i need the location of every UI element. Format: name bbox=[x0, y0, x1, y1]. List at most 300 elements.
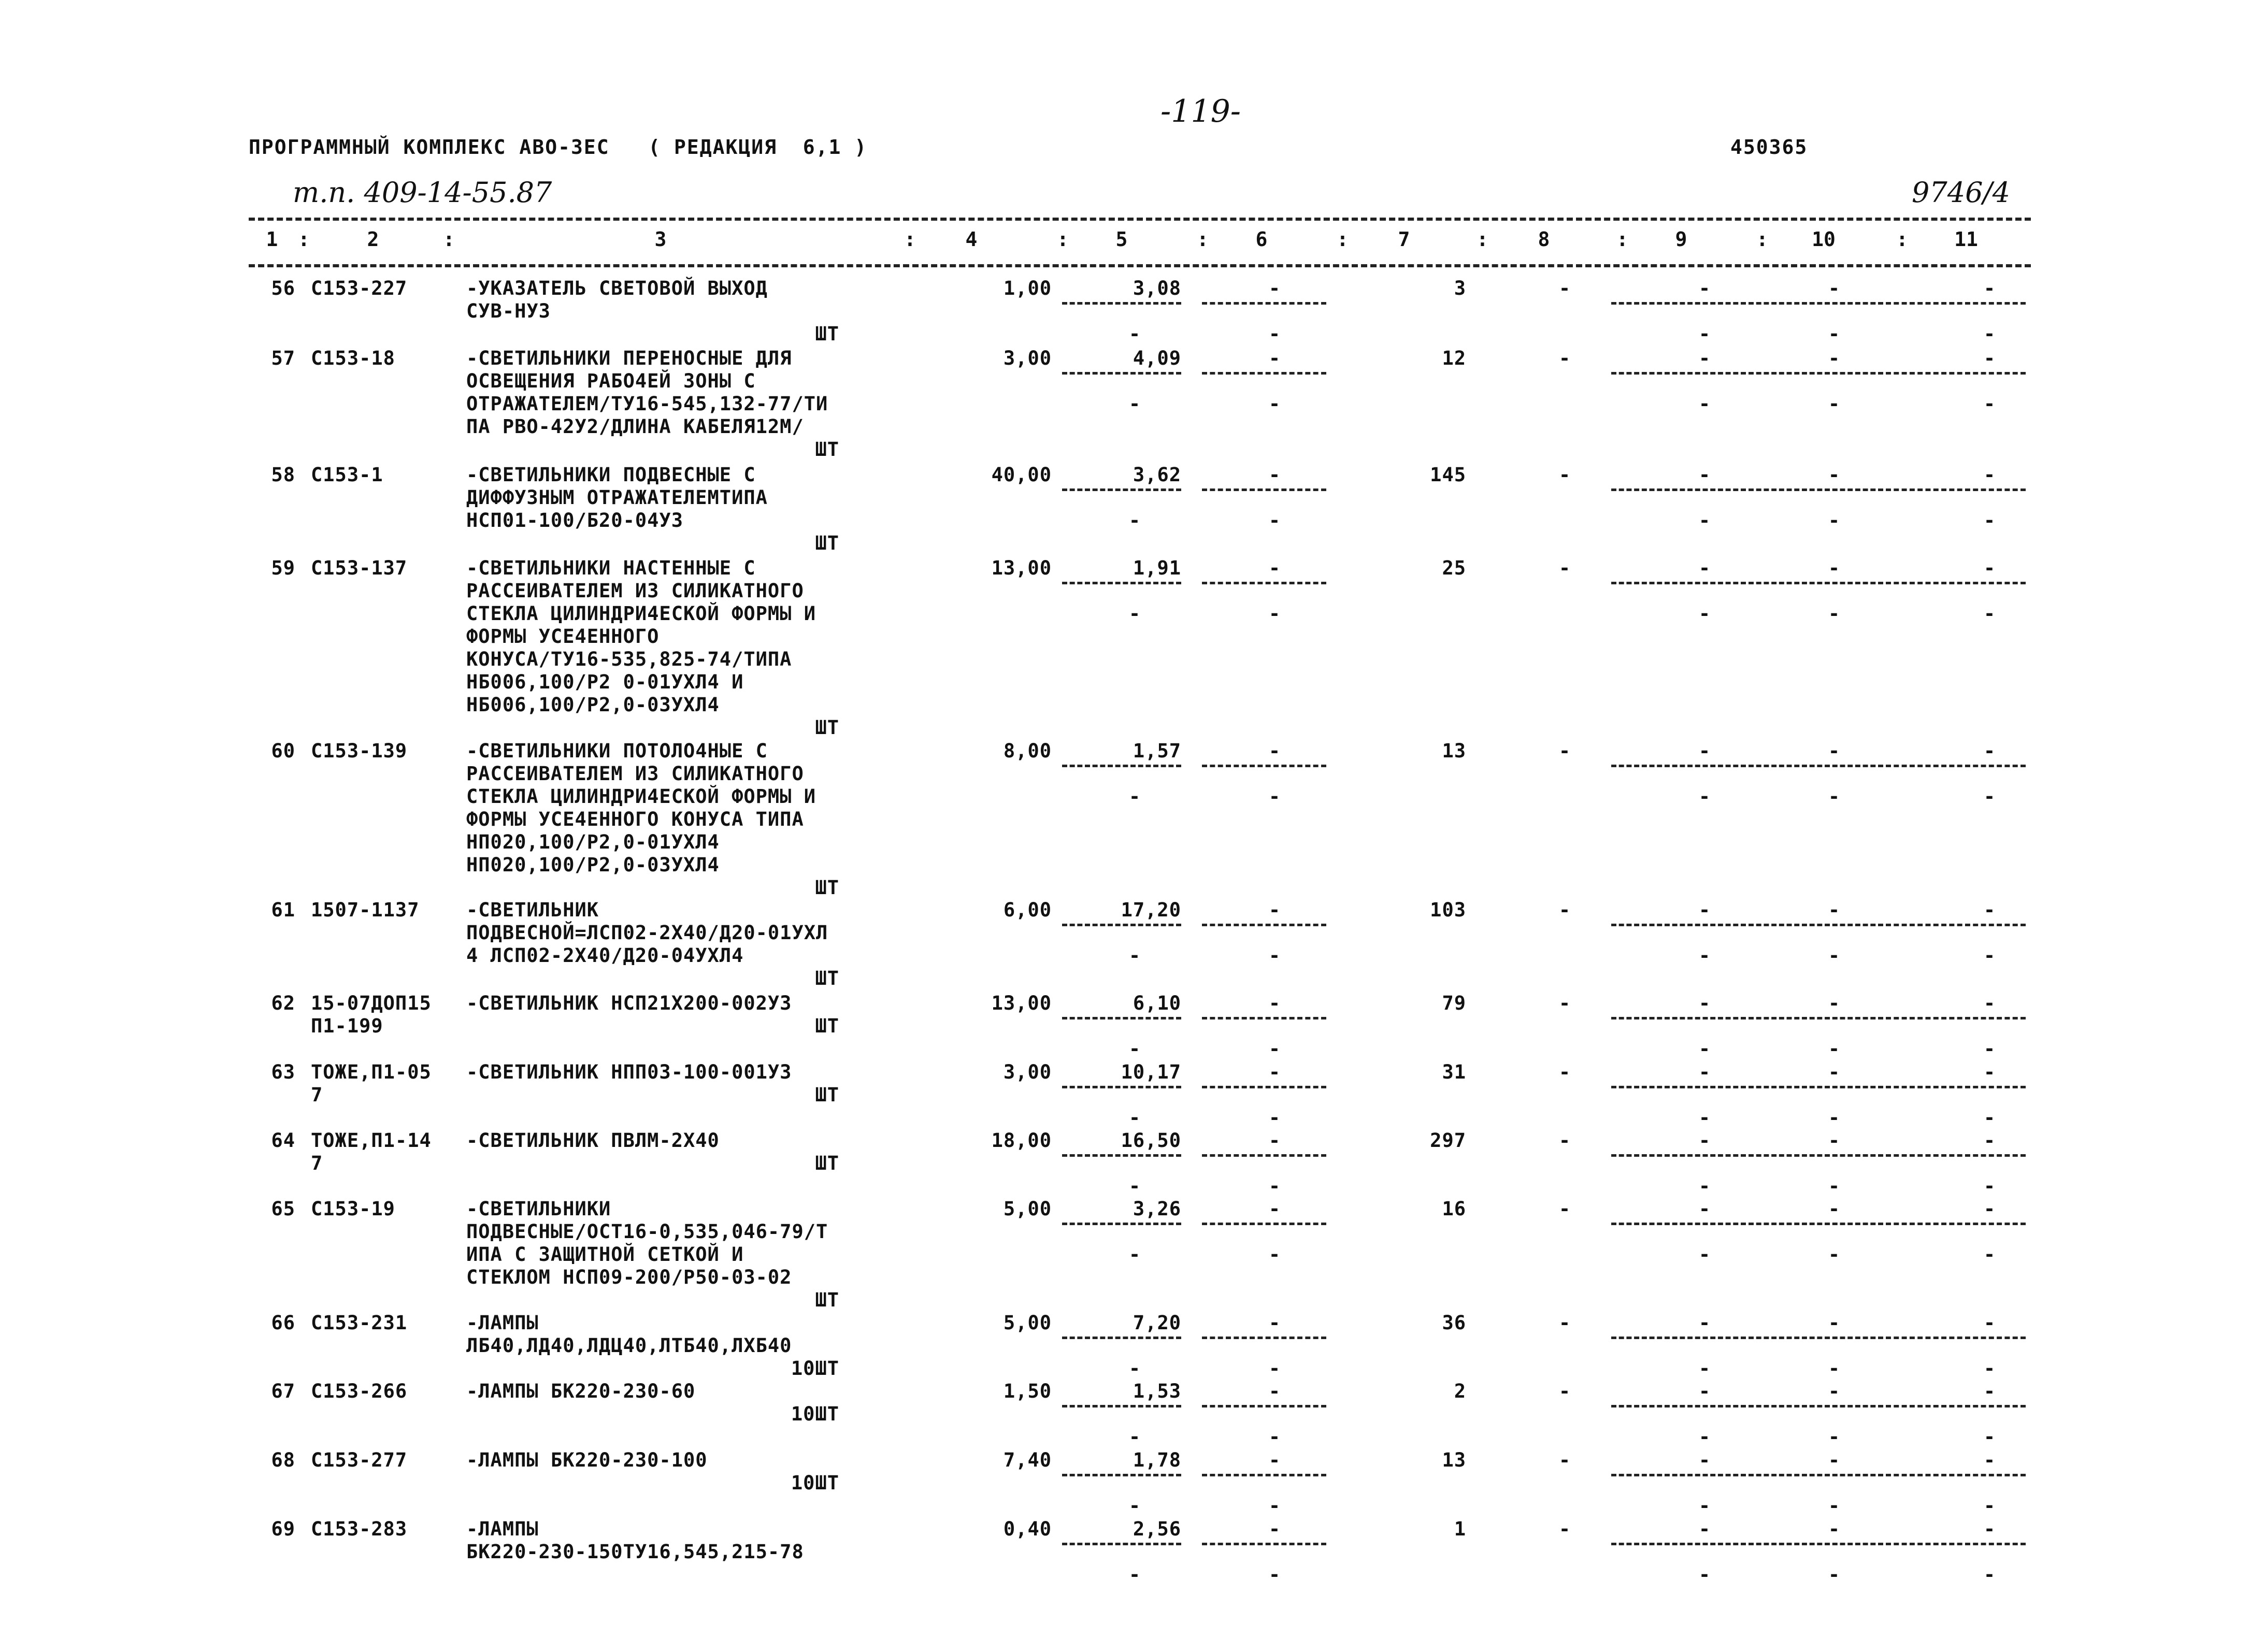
empty-value-dash: - bbox=[1983, 1175, 1996, 1197]
total-cost: 36 bbox=[1442, 1312, 1466, 1334]
column-number: 2 bbox=[367, 228, 379, 251]
subtotal-underline bbox=[1749, 302, 1883, 305]
empty-value-dash: - bbox=[1983, 785, 1996, 808]
subtotal-underline bbox=[1202, 924, 1326, 926]
empty-value-dash: - bbox=[1268, 1563, 1281, 1586]
empty-value-dash: - bbox=[1268, 1038, 1281, 1060]
item-name: -СВЕТИЛЬНИК НПП03-100-001У3 bbox=[466, 1061, 792, 1083]
subtotal-underline bbox=[1886, 1405, 2026, 1407]
empty-value-dash: - bbox=[1558, 1129, 1571, 1152]
unit-price: 17,20 bbox=[1121, 899, 1181, 921]
empty-value-dash: - bbox=[1268, 557, 1281, 579]
subtotal-underline bbox=[1611, 1223, 1746, 1225]
empty-value-dash: - bbox=[1983, 323, 1996, 345]
price-code: С153-266 bbox=[311, 1380, 408, 1402]
unit: ШТ bbox=[815, 532, 839, 554]
subtotal-underline bbox=[1062, 372, 1181, 375]
subtotal-underline bbox=[1202, 582, 1326, 584]
empty-value-dash: - bbox=[1268, 1198, 1281, 1220]
empty-value-dash: - bbox=[1983, 1061, 1996, 1083]
quantity: 13,00 bbox=[991, 557, 1052, 579]
empty-value-dash: - bbox=[1828, 1107, 1840, 1129]
unit-price: 10,17 bbox=[1121, 1061, 1181, 1083]
quantity: 1,50 bbox=[1003, 1380, 1052, 1402]
empty-value-dash: - bbox=[1698, 1380, 1711, 1402]
empty-value-dash: - bbox=[1268, 509, 1281, 531]
unit-price: 7,20 bbox=[1133, 1312, 1181, 1334]
subtotal-underline bbox=[1062, 765, 1181, 767]
empty-value-dash: - bbox=[1828, 347, 1840, 369]
unit: ШТ bbox=[815, 323, 839, 345]
subtotal-underline bbox=[1749, 1474, 1883, 1476]
empty-value-dash: - bbox=[1698, 393, 1711, 415]
empty-value-dash: - bbox=[1268, 1380, 1281, 1402]
empty-value-dash: - bbox=[1828, 323, 1840, 345]
subtotal-underline bbox=[1749, 1405, 1883, 1407]
column-separator: : bbox=[298, 228, 310, 251]
empty-value-dash: - bbox=[1268, 1243, 1281, 1266]
subtotal-underline bbox=[1202, 1154, 1326, 1157]
unit: ШТ bbox=[815, 1152, 839, 1174]
empty-value-dash: - bbox=[1128, 785, 1141, 808]
row-number: 60 bbox=[271, 740, 295, 762]
empty-value-dash: - bbox=[1698, 1107, 1711, 1129]
empty-value-dash: - bbox=[1828, 899, 1840, 921]
unit-price: 1,78 bbox=[1133, 1449, 1181, 1471]
subtotal-underline bbox=[1749, 372, 1883, 375]
quantity: 5,00 bbox=[1003, 1198, 1052, 1220]
total-cost: 297 bbox=[1430, 1129, 1466, 1152]
price-code: ТОЖЕ,П1-14 7 bbox=[311, 1129, 432, 1174]
empty-value-dash: - bbox=[1828, 602, 1840, 625]
subtotal-underline bbox=[1062, 489, 1181, 491]
empty-value-dash: - bbox=[1558, 464, 1571, 486]
unit: ШТ bbox=[815, 438, 839, 461]
unit-price: 2,56 bbox=[1133, 1518, 1181, 1540]
price-code: С153-19 bbox=[311, 1198, 395, 1220]
total-cost: 13 bbox=[1442, 1449, 1466, 1471]
subtotal-underline bbox=[1062, 302, 1181, 305]
quantity: 40,00 bbox=[991, 464, 1052, 486]
quantity: 13,00 bbox=[991, 992, 1052, 1014]
empty-value-dash: - bbox=[1558, 1449, 1571, 1471]
empty-value-dash: - bbox=[1983, 602, 1996, 625]
unit-price: 3,62 bbox=[1133, 464, 1181, 486]
subtotal-underline bbox=[1886, 1086, 2026, 1088]
unit: ШТ bbox=[815, 1084, 839, 1106]
empty-value-dash: - bbox=[1558, 277, 1571, 299]
subtotal-underline bbox=[1749, 1086, 1883, 1088]
subtotal-underline bbox=[1886, 1474, 2026, 1476]
subtotal-underline bbox=[1611, 1405, 1746, 1407]
empty-value-dash: - bbox=[1983, 557, 1996, 579]
empty-value-dash: - bbox=[1268, 393, 1281, 415]
quantity: 18,00 bbox=[991, 1129, 1052, 1152]
empty-value-dash: - bbox=[1268, 1495, 1281, 1517]
empty-value-dash: - bbox=[1828, 393, 1840, 415]
total-cost: 31 bbox=[1442, 1061, 1466, 1083]
column-separator: : bbox=[1896, 228, 1908, 251]
empty-value-dash: - bbox=[1983, 509, 1996, 531]
empty-value-dash: - bbox=[1828, 1038, 1840, 1060]
subtotal-underline bbox=[1611, 302, 1746, 305]
subtotal-underline bbox=[1202, 372, 1326, 375]
empty-value-dash: - bbox=[1698, 1129, 1711, 1152]
empty-value-dash: - bbox=[1268, 277, 1281, 299]
empty-value-dash: - bbox=[1268, 1061, 1281, 1083]
empty-value-dash: - bbox=[1698, 464, 1711, 486]
header-top-rule bbox=[249, 218, 2031, 221]
total-cost: 16 bbox=[1442, 1198, 1466, 1220]
total-cost: 1 bbox=[1454, 1518, 1466, 1540]
subtotal-underline bbox=[1202, 1017, 1326, 1019]
unit-price: 4,09 bbox=[1133, 347, 1181, 369]
empty-value-dash: - bbox=[1828, 1563, 1840, 1586]
subtotal-underline bbox=[1611, 1474, 1746, 1476]
empty-value-dash: - bbox=[1828, 277, 1840, 299]
empty-value-dash: - bbox=[1698, 1243, 1711, 1266]
subtotal-underline bbox=[1886, 302, 2026, 305]
empty-value-dash: - bbox=[1828, 1380, 1840, 1402]
total-cost: 3 bbox=[1454, 277, 1466, 299]
row-number: 59 bbox=[271, 557, 295, 579]
subtotal-underline bbox=[1611, 582, 1746, 584]
empty-value-dash: - bbox=[1558, 1518, 1571, 1540]
price-code: 15-07ДОП15 П1-199 bbox=[311, 992, 432, 1037]
row-number: 63 bbox=[271, 1061, 295, 1083]
item-name: -ЛАМПЫ БК220-230-100 bbox=[466, 1449, 708, 1471]
item-name: -ЛАМПЫ ЛБ40,ЛД40,ЛДЦ40,ЛТБ40,ЛХБ40 bbox=[466, 1312, 792, 1357]
subtotal-underline bbox=[1062, 1223, 1181, 1225]
subtotal-underline bbox=[1749, 1223, 1883, 1225]
item-name: -ЛАМПЫ БК220-230-60 bbox=[466, 1380, 696, 1402]
subtotal-underline bbox=[1062, 1474, 1181, 1476]
item-name: -СВЕТИЛЬНИК ПВЛМ-2Х40 bbox=[466, 1129, 720, 1152]
empty-value-dash: - bbox=[1128, 1107, 1141, 1129]
quantity: 5,00 bbox=[1003, 1312, 1052, 1334]
column-separator: : bbox=[1477, 228, 1488, 251]
empty-value-dash: - bbox=[1268, 347, 1281, 369]
price-code: ТОЖЕ,П1-05 7 bbox=[311, 1061, 432, 1106]
unit: 10ШТ bbox=[791, 1357, 839, 1380]
empty-value-dash: - bbox=[1983, 1129, 1996, 1152]
empty-value-dash: - bbox=[1698, 347, 1711, 369]
empty-value-dash: - bbox=[1698, 1449, 1711, 1471]
row-number: 56 bbox=[271, 277, 295, 299]
unit-price: 1,53 bbox=[1133, 1380, 1181, 1402]
empty-value-dash: - bbox=[1268, 1426, 1281, 1448]
empty-value-dash: - bbox=[1698, 1426, 1711, 1448]
empty-value-dash: - bbox=[1558, 1061, 1571, 1083]
empty-value-dash: - bbox=[1128, 1563, 1141, 1586]
price-code: С153-231 bbox=[311, 1312, 408, 1334]
subtotal-underline bbox=[1062, 1337, 1181, 1339]
row-number: 69 bbox=[271, 1518, 295, 1540]
empty-value-dash: - bbox=[1268, 602, 1281, 625]
subtotal-underline bbox=[1611, 924, 1746, 926]
document-code: 450365 bbox=[1730, 136, 1808, 159]
subtotal-underline bbox=[1886, 1337, 2026, 1339]
empty-value-dash: - bbox=[1268, 1312, 1281, 1334]
unit: ШТ bbox=[815, 967, 839, 989]
row-number: 57 bbox=[271, 347, 295, 369]
empty-value-dash: - bbox=[1983, 1380, 1996, 1402]
empty-value-dash: - bbox=[1558, 740, 1571, 762]
subtotal-underline bbox=[1886, 765, 2026, 767]
total-cost: 25 bbox=[1442, 557, 1466, 579]
empty-value-dash: - bbox=[1828, 1061, 1840, 1083]
column-number: 1 bbox=[266, 228, 278, 251]
empty-value-dash: - bbox=[1698, 899, 1711, 921]
item-name: -СВЕТИЛЬНИКИ ПОДВЕСНЫЕ/ОСТ16-0,535,046-79/Т ИПА С ЗАЩИТНОЙ СЕТКОЙ И СТЕКЛОМ НСП09-200/Р50-03-02 bbox=[466, 1198, 828, 1288]
empty-value-dash: - bbox=[1828, 557, 1840, 579]
empty-value-dash: - bbox=[1983, 1198, 1996, 1220]
empty-value-dash: - bbox=[1698, 1563, 1711, 1586]
total-cost: 13 bbox=[1442, 740, 1466, 762]
subtotal-underline bbox=[1062, 1543, 1181, 1545]
row-number: 64 bbox=[271, 1129, 295, 1152]
item-name: -СВЕТИЛЬНИКИ ПЕРЕНОСНЫЕ ДЛЯ ОСВЕЩЕНИЯ РАБО4ЕЙ ЗОНЫ С ОТРАЖАТЕЛЕМ/ТУ16-545,132-77/ТИ ПА РВО-42У2/ДЛИНА КАБЕЛЯ12М/ bbox=[466, 347, 828, 438]
empty-value-dash: - bbox=[1828, 1312, 1840, 1334]
header-bottom-rule bbox=[249, 264, 2031, 267]
price-code: С153-283 bbox=[311, 1518, 408, 1540]
empty-value-dash: - bbox=[1698, 602, 1711, 625]
unit: 10ШТ bbox=[791, 1403, 839, 1425]
column-separator: : bbox=[1756, 228, 1768, 251]
unit-price: 1,57 bbox=[1133, 740, 1181, 762]
empty-value-dash: - bbox=[1698, 509, 1711, 531]
subtotal-underline bbox=[1611, 1017, 1746, 1019]
subtotal-underline bbox=[1062, 582, 1181, 584]
item-name: -УКАЗАТЕЛЬ СВЕТОВОЙ ВЫХОД СУВ-НУ3 bbox=[466, 277, 768, 322]
empty-value-dash: - bbox=[1698, 1061, 1711, 1083]
item-name: -ЛАМПЫ БК220-230-150ТУ16,545,215-78 bbox=[466, 1518, 804, 1563]
empty-value-dash: - bbox=[1268, 1357, 1281, 1380]
row-number: 62 bbox=[271, 992, 295, 1014]
subtotal-underline bbox=[1886, 582, 2026, 584]
row-number: 61 bbox=[271, 899, 295, 921]
empty-value-dash: - bbox=[1268, 1449, 1281, 1471]
empty-value-dash: - bbox=[1558, 1380, 1571, 1402]
empty-value-dash: - bbox=[1128, 1175, 1141, 1197]
subtotal-underline bbox=[1611, 1543, 1746, 1545]
row-number: 66 bbox=[271, 1312, 295, 1334]
quantity: 7,40 bbox=[1003, 1449, 1052, 1471]
empty-value-dash: - bbox=[1698, 944, 1711, 967]
empty-value-dash: - bbox=[1828, 785, 1840, 808]
subtotal-underline bbox=[1749, 1154, 1883, 1157]
column-number: 7 bbox=[1398, 228, 1410, 251]
quantity: 0,40 bbox=[1003, 1518, 1052, 1540]
column-separator: : bbox=[904, 228, 916, 251]
row-number: 67 bbox=[271, 1380, 295, 1402]
item-name: -СВЕТИЛЬНИКИ НАСТЕННЫЕ С РАССЕИВАТЕЛЕМ ИЗ СИЛИКАТНОГО СТЕКЛА ЦИЛИНДРИ4ЕСКОЙ ФОРМЫ И ФОРМЫ УСЕ4ЕННОГО КОНУСА/ТУ16-535,825-74/ТИПА НБ006,100/Р2 0-01УХЛ4 И НБ006,100/Р2,0-03УХЛ4 bbox=[466, 557, 816, 716]
empty-value-dash: - bbox=[1983, 992, 1996, 1014]
empty-value-dash: - bbox=[1983, 464, 1996, 486]
empty-value-dash: - bbox=[1268, 1175, 1281, 1197]
empty-value-dash: - bbox=[1698, 740, 1711, 762]
column-number: 4 bbox=[965, 228, 978, 251]
empty-value-dash: - bbox=[1558, 899, 1571, 921]
empty-value-dash: - bbox=[1983, 1357, 1996, 1380]
item-name: -СВЕТИЛЬНИК НСП21Х200-002У3 bbox=[466, 992, 792, 1014]
empty-value-dash: - bbox=[1128, 1038, 1141, 1060]
quantity: 8,00 bbox=[1003, 740, 1052, 762]
empty-value-dash: - bbox=[1558, 1198, 1571, 1220]
quantity: 1,00 bbox=[1003, 277, 1052, 299]
empty-value-dash: - bbox=[1268, 785, 1281, 808]
empty-value-dash: - bbox=[1983, 1038, 1996, 1060]
empty-value-dash: - bbox=[1128, 323, 1141, 345]
subtotal-underline bbox=[1749, 489, 1883, 491]
empty-value-dash: - bbox=[1828, 1357, 1840, 1380]
subtotal-underline bbox=[1202, 302, 1326, 305]
subtotal-underline bbox=[1886, 489, 2026, 491]
column-number: 6 bbox=[1255, 228, 1268, 251]
empty-value-dash: - bbox=[1268, 1107, 1281, 1129]
empty-value-dash: - bbox=[1828, 740, 1840, 762]
subtotal-underline bbox=[1886, 372, 2026, 375]
column-number: 10 bbox=[1812, 228, 1836, 251]
empty-value-dash: - bbox=[1698, 992, 1711, 1014]
unit-price: 3,08 bbox=[1133, 277, 1181, 299]
empty-value-dash: - bbox=[1558, 1312, 1571, 1334]
empty-value-dash: - bbox=[1558, 557, 1571, 579]
subtotal-underline bbox=[1202, 1474, 1326, 1476]
column-number: 11 bbox=[1954, 228, 1978, 251]
row-number: 65 bbox=[271, 1198, 295, 1220]
empty-value-dash: - bbox=[1828, 992, 1840, 1014]
empty-value-dash: - bbox=[1698, 785, 1711, 808]
empty-value-dash: - bbox=[1983, 1563, 1996, 1586]
price-code: С153-137 bbox=[311, 557, 408, 579]
empty-value-dash: - bbox=[1828, 1495, 1840, 1517]
unit: 10ШТ bbox=[791, 1472, 839, 1494]
empty-value-dash: - bbox=[1983, 1312, 1996, 1334]
item-name: -СВЕТИЛЬНИКИ ПОТОЛО4НЫЕ С РАССЕИВАТЕЛЕМ ИЗ СИЛИКАТНОГО СТЕКЛА ЦИЛИНДРИ4ЕСКОЙ ФОРМЫ И ФОРМЫ УСЕ4ЕННОГО КОНУСА ТИПА НП020,100/Р2,0-01УХЛ4 НП020,100/Р2,0-03УХЛ4 bbox=[466, 740, 816, 876]
price-code: С153-227 bbox=[311, 277, 408, 299]
column-separator: : bbox=[1616, 228, 1628, 251]
subtotal-underline bbox=[1611, 489, 1746, 491]
subtotal-underline bbox=[1202, 1405, 1326, 1407]
empty-value-dash: - bbox=[1698, 1198, 1711, 1220]
empty-value-dash: - bbox=[1268, 899, 1281, 921]
page-number: -119- bbox=[1160, 93, 1241, 130]
empty-value-dash: - bbox=[1268, 464, 1281, 486]
unit: ШТ bbox=[815, 1289, 839, 1311]
item-name: -СВЕТИЛЬНИКИ ПОДВЕСНЫЕ С ДИФФУЗНЫМ ОТРАЖАТЕЛЕМТИПА НСП01-100/Б20-04У3 bbox=[466, 464, 768, 531]
empty-value-dash: - bbox=[1268, 944, 1281, 967]
empty-value-dash: - bbox=[1828, 464, 1840, 486]
project-reference: т.п. 409-14-55.87 bbox=[293, 176, 552, 209]
empty-value-dash: - bbox=[1698, 1518, 1711, 1540]
unit: ШТ bbox=[815, 716, 839, 739]
empty-value-dash: - bbox=[1268, 740, 1281, 762]
empty-value-dash: - bbox=[1558, 992, 1571, 1014]
empty-value-dash: - bbox=[1983, 944, 1996, 967]
subtotal-underline bbox=[1062, 1017, 1181, 1019]
empty-value-dash: - bbox=[1698, 1357, 1711, 1380]
empty-value-dash: - bbox=[1128, 944, 1141, 967]
empty-value-dash: - bbox=[1128, 1426, 1141, 1448]
empty-value-dash: - bbox=[1268, 992, 1281, 1014]
empty-value-dash: - bbox=[1698, 323, 1711, 345]
empty-value-dash: - bbox=[1128, 602, 1141, 625]
empty-value-dash: - bbox=[1558, 347, 1571, 369]
empty-value-dash: - bbox=[1128, 1243, 1141, 1266]
empty-value-dash: - bbox=[1983, 1495, 1996, 1517]
column-number: 3 bbox=[654, 228, 667, 251]
empty-value-dash: - bbox=[1268, 323, 1281, 345]
total-cost: 2 bbox=[1454, 1380, 1466, 1402]
empty-value-dash: - bbox=[1828, 1449, 1840, 1471]
empty-value-dash: - bbox=[1828, 1243, 1840, 1266]
column-separator: : bbox=[1337, 228, 1349, 251]
subtotal-underline bbox=[1611, 1154, 1746, 1157]
subtotal-underline bbox=[1749, 765, 1883, 767]
empty-value-dash: - bbox=[1128, 393, 1141, 415]
column-number: 8 bbox=[1538, 228, 1550, 251]
empty-value-dash: - bbox=[1983, 347, 1996, 369]
empty-value-dash: - bbox=[1698, 557, 1711, 579]
subtotal-underline bbox=[1062, 1154, 1181, 1157]
subtotal-underline bbox=[1749, 582, 1883, 584]
empty-value-dash: - bbox=[1698, 1038, 1711, 1060]
subtotal-underline bbox=[1749, 1337, 1883, 1339]
column-separator: : bbox=[443, 228, 455, 251]
unit-price: 6,10 bbox=[1133, 992, 1181, 1014]
subtotal-underline bbox=[1886, 924, 2026, 926]
empty-value-dash: - bbox=[1983, 740, 1996, 762]
subtotal-underline bbox=[1611, 1086, 1746, 1088]
price-code: С153-1 bbox=[311, 464, 383, 486]
empty-value-dash: - bbox=[1983, 277, 1996, 299]
empty-value-dash: - bbox=[1828, 1198, 1840, 1220]
total-cost: 145 bbox=[1430, 464, 1466, 486]
subtotal-underline bbox=[1611, 372, 1746, 375]
subtotal-underline bbox=[1202, 1223, 1326, 1225]
subtotal-underline bbox=[1886, 1154, 2026, 1157]
program-title: ПРОГРАММНЫЙ КОМПЛЕКС АВО-3ЕС ( РЕДАКЦИЯ 6,1 ) bbox=[249, 136, 868, 159]
empty-value-dash: - bbox=[1983, 1243, 1996, 1266]
column-number: 9 bbox=[1675, 228, 1687, 251]
sheet-reference: 9746/4 bbox=[1912, 176, 2010, 209]
price-code: С153-18 bbox=[311, 347, 395, 369]
subtotal-underline bbox=[1202, 1337, 1326, 1339]
subtotal-underline bbox=[1202, 1086, 1326, 1088]
empty-value-dash: - bbox=[1828, 1175, 1840, 1197]
subtotal-underline bbox=[1062, 924, 1181, 926]
empty-value-dash: - bbox=[1983, 1426, 1996, 1448]
empty-value-dash: - bbox=[1828, 1426, 1840, 1448]
unit-price: 16,50 bbox=[1121, 1129, 1181, 1152]
subtotal-underline bbox=[1611, 765, 1746, 767]
price-code: 1507-1137 bbox=[311, 899, 420, 921]
subtotal-underline bbox=[1062, 1405, 1181, 1407]
column-number: 5 bbox=[1115, 228, 1128, 251]
empty-value-dash: - bbox=[1983, 1449, 1996, 1471]
column-separator: : bbox=[1057, 228, 1069, 251]
empty-value-dash: - bbox=[1983, 1107, 1996, 1129]
price-code: С153-277 bbox=[311, 1449, 408, 1471]
empty-value-dash: - bbox=[1268, 1129, 1281, 1152]
empty-value-dash: - bbox=[1828, 1129, 1840, 1152]
empty-value-dash: - bbox=[1698, 1495, 1711, 1517]
subtotal-underline bbox=[1886, 1223, 2026, 1225]
empty-value-dash: - bbox=[1983, 899, 1996, 921]
price-code: С153-139 bbox=[311, 740, 408, 762]
column-separator: : bbox=[1197, 228, 1209, 251]
